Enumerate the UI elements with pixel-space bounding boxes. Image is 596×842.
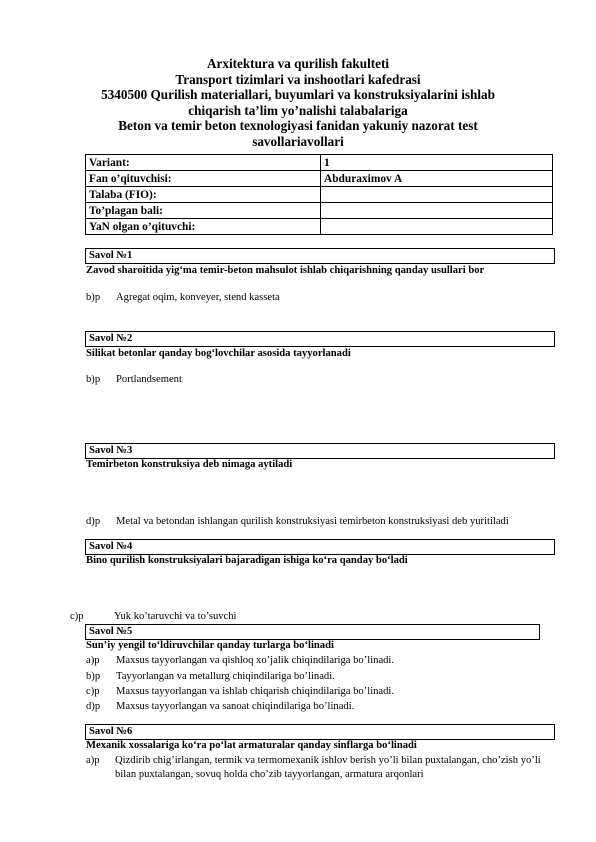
question-title: Savol №5 [85, 624, 540, 640]
info-row-student [86, 187, 553, 203]
subject-title-line1: Beton va temir beton texnologiyasi fanidan yakuniy nazorat test [118, 118, 478, 133]
info-row-score [86, 203, 553, 219]
answer-text: Maxsus tayyorlangan va ishlab chiqarish chiqindilariga bo’linadi. [116, 686, 395, 697]
question-title: Savol №2 [85, 331, 555, 347]
answer-letter: b)p [86, 671, 101, 682]
info-label: To’plagan bali: [86, 203, 321, 219]
answer-text: Maxsus tayyorlangan va qishloq xo’jalik chiqindilariga bo’linadi. [116, 655, 395, 666]
info-label: Fan o’qituvchisi: [86, 171, 321, 187]
question-title: Savol №3 [85, 443, 555, 459]
answer-item [86, 291, 280, 305]
document-header [60, 56, 536, 149]
question-text: Temirbeton konstruksiya deb nimaga aytiladi [86, 459, 293, 470]
info-value: Abduraximov A [321, 171, 553, 187]
answer-letter: c)p [86, 686, 100, 697]
info-value [321, 187, 553, 203]
faculty-title: Arxitektura va qurilish fakulteti [206, 56, 390, 71]
question-text: Silikat betonlar qanday bog‘lovchilar asosida tayyorlanadi [86, 348, 351, 359]
question-text: Sun’iy yengil to‘ldiruvchilar qanday turlarga bo‘linadi [86, 640, 334, 651]
info-value [321, 203, 553, 219]
question-text: Mexanik xossalariga ko‘ra po‘lat armaturalar qanday sinflarga bo‘linadi [86, 740, 417, 751]
question-text: Bino qurilish konstruksiyalari bajaradigan ishiga ko‘ra qanday bo‘ladi [86, 555, 408, 566]
specialty-title-line1: 5340500 Qurilish materiallari, buyumlari va konstruksiyalarini ishlab [101, 87, 495, 102]
info-label: YaN olgan o’qituvchi: [86, 219, 321, 235]
info-value [321, 219, 553, 235]
info-table [85, 154, 553, 235]
answer-text: Portlandsement [116, 374, 182, 385]
subject-title-line2: savollariavollari [252, 133, 344, 149]
answer-text: Qizdirib chig’irlangan, termik va termomexanik ishlov berish yo’li bilan puxtalangan, cho’zish yo’li bilan puxtalangan, sovuq holda cho’zib tayyorlangan, armatura arqonlari [115, 755, 541, 780]
question-text: Zavod sharoitida yig‘ma temir-beton mahsulot ishlab chiqarishning qanday usullari bor [86, 265, 485, 276]
answer-letter: d)p [86, 701, 101, 712]
department-title: Transport tizimlari va inshootlari kafedrasi [175, 71, 421, 87]
answer-item [70, 610, 237, 624]
answer-letter: a)p [86, 755, 100, 766]
info-row-examiner [86, 219, 553, 235]
answer-text: Metal va betondan ishlangan qurilish konstruksiyasi temirbeton konstruksiyasi deb yuritiladi [116, 516, 509, 527]
answer-letter: c)p [70, 611, 84, 622]
answer-text: Yuk ko’taruvchi va to’suvchi [114, 611, 237, 622]
info-value: 1 [321, 155, 553, 171]
question-title: Savol №4 [85, 539, 555, 555]
question-title: Savol №1 [85, 248, 555, 264]
info-label: Talaba (FIO): [86, 187, 321, 203]
answer-letter: b)p [86, 374, 101, 385]
answer-text: Tayyorlangan va metallurg chiqindilariga bo’linadi. [116, 671, 335, 682]
info-row-teacher [86, 171, 553, 187]
answer-text: Agregat oqim, konveyer, stend kasseta [116, 292, 280, 303]
answer-letter: b)p [86, 292, 101, 303]
specialty-title-line2: chiqarish ta’lim yo’nalishi talabalariga [188, 102, 408, 118]
answer-item [86, 670, 335, 684]
answer-item [86, 515, 509, 529]
answer-text: Maxsus tayyorlangan va sanoat chiqindilariga bo’linadi. [116, 701, 355, 712]
info-row-variant [86, 155, 553, 171]
answer-item [86, 373, 182, 387]
question-title: Savol №6 [85, 724, 555, 740]
info-label: Variant: [86, 155, 321, 171]
answer-letter: d)p [86, 516, 101, 527]
answer-letter: a)p [86, 655, 100, 666]
answer-item [86, 700, 354, 714]
answer-item [86, 654, 394, 668]
answer-item [86, 685, 394, 699]
